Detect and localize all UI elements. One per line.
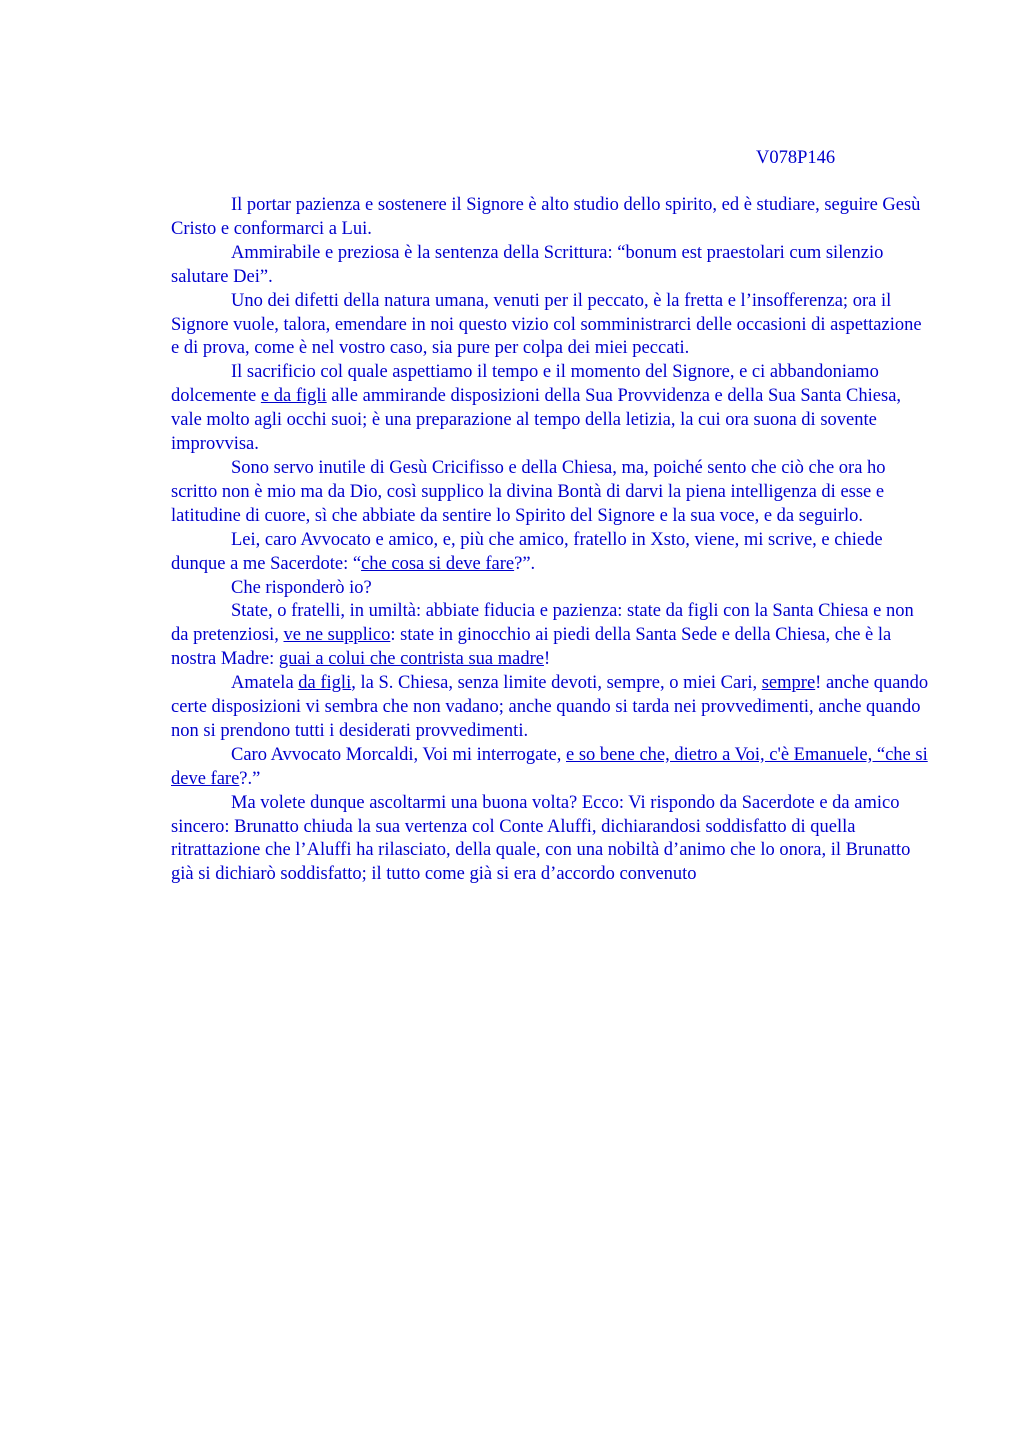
paragraph xyxy=(171,457,931,529)
paragraph xyxy=(171,577,931,601)
underlined-text: che cosa si deve fare xyxy=(361,553,515,574)
text-run: Sono servo inutile di Gesù Cricifisso e della Chiesa, ma, poiché sento che ciò che ora ho scritto non è mio ma da Dio, così supplico la divina Bontà di darvi la piena intelligenza di esse e latitudine di cuore, sì che abbiate da sentire lo Spirito del Signore e la sua voce, e da seguirlo. xyxy=(171,457,886,526)
text-run: ! xyxy=(543,649,551,670)
text-run: alle ammirande disposizioni della Sua Provvidenza e della Sua Santa Chiesa, vale molto agli occhi suoi; è una preparazione al tempo della letizia, la cui ora suona di sovente improvvisa. xyxy=(171,386,902,455)
underlined-text: e so bene che, dietro a Voi, c'è Emanuele, “che si deve fare xyxy=(171,744,928,789)
underlined-text: da figli xyxy=(298,673,352,694)
paragraph xyxy=(171,290,931,362)
paragraph xyxy=(171,744,931,792)
text-run: ?”. xyxy=(514,553,536,574)
paragraph xyxy=(171,792,931,888)
text-run: Caro Avvocato Morcaldi, Voi mi interrogate, xyxy=(231,744,566,765)
text-run: : state in ginocchio ai piedi della Santa Sede e della Chiesa, che è la nostra Madre: xyxy=(171,625,892,670)
text-run: ?.” xyxy=(239,768,261,789)
paragraph xyxy=(171,242,931,290)
text-run: Uno dei difetti della natura umana, venuti per il peccato, è la fretta e l’insofferenza; ora il Signore vuole, talora, emendare in noi questo vizio col somministrarci delle occasioni di aspettazione e di prova, come è nel vostro caso, sia pure per colpa dei miei peccati. xyxy=(171,290,922,359)
underlined-text: ve ne supplico xyxy=(283,625,391,646)
text-run: Ammirabile e preziosa è la sentenza della Scrittura: “bonum est praestolari cum silenzio salutare Dei”. xyxy=(171,242,884,287)
underlined-text: sempre xyxy=(761,673,816,694)
underlined-text: guai a colui che contrista sua madre xyxy=(278,649,544,670)
paragraph xyxy=(171,600,931,672)
text-run: Ma volete dunque ascoltarmi una buona volta? Ecco: Vi rispondo da Sacerdote e da amico sincero: Brunatto chiuda la sua vertenza col Conte Aluffi, dichiarandosi soddisfatto di quella ritrattazione che l’Aluffi ha rilasciato, della quale, con una nobiltà d’animo che lo onora, il Brunatto già si dichiarò soddisfatto; il tutto come già si era d’accordo convenuto xyxy=(171,792,911,885)
text-run: Che risponderò io? xyxy=(231,577,372,598)
paragraph xyxy=(171,529,931,577)
text-run: Il portar pazienza e sostenere il Signore è alto studio dello spirito, ed è studiare, seguire Gesù Cristo e conformarci a Lui. xyxy=(171,195,921,239)
text-run: , la S. Chiesa, senza limite devoti, sempre, o miei Cari, xyxy=(351,673,762,694)
underlined-text: e da figli xyxy=(260,386,327,407)
page-code: V078P146 xyxy=(756,148,836,168)
text-run: Il sacrificio col quale aspettiamo il tempo e il momento del Signore, e ci abbandoniamo dolcemente xyxy=(171,362,879,407)
text-run: State, o fratelli, in umiltà: abbiate fiducia e pazienza: state da figli con la Santa Chiesa e non da pretenziosi, xyxy=(171,601,914,646)
paragraph xyxy=(171,361,931,457)
paragraph xyxy=(171,672,931,744)
text-run: Amatela xyxy=(231,673,299,694)
letter-body xyxy=(171,194,931,887)
text-run: Lei, caro Avvocato e amico, e, più che amico, fratello in Xsto, viene, mi scrive, e chiede dunque a me Sacerdote: “ xyxy=(171,529,883,574)
paragraph xyxy=(171,194,931,242)
text-run: ! anche quando certe disposizioni vi sembra che non vadano; anche quando si tarda nei provvedimenti, anche quando non si prendono tutti i desiderati provvedimenti. xyxy=(171,673,929,741)
